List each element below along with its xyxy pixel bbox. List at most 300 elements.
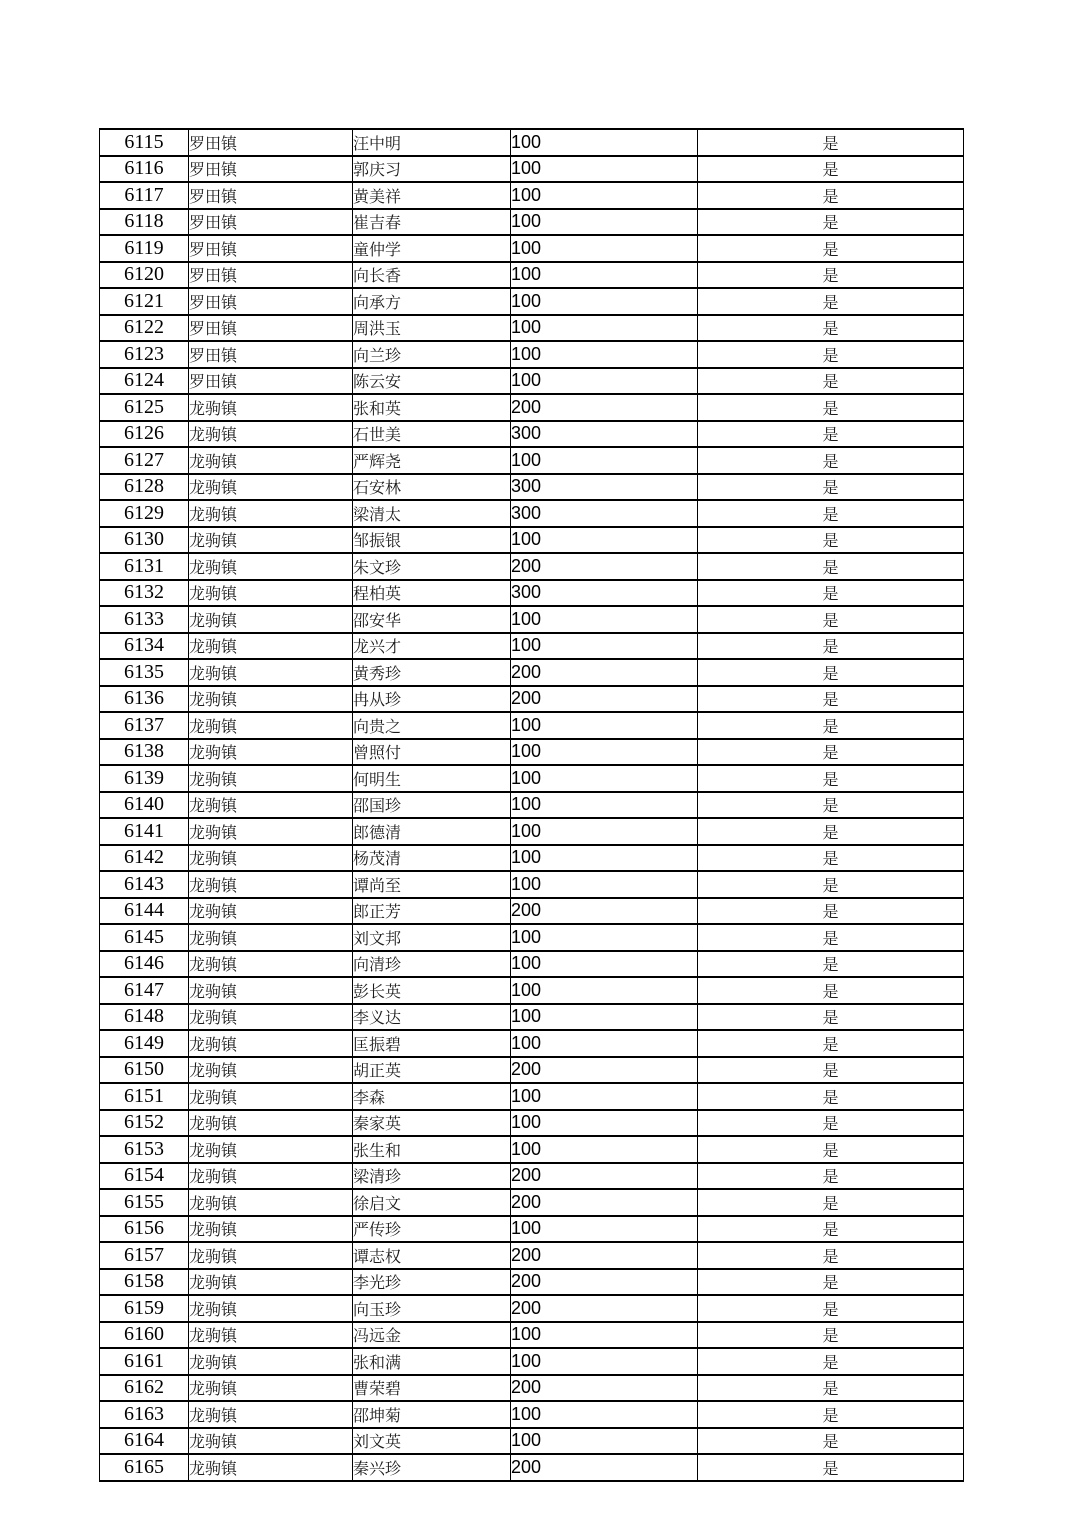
- cell-amount: 100: [511, 235, 698, 262]
- cell-record-number: 6147: [100, 977, 189, 1004]
- cell-town: 龙驹镇: [189, 1269, 353, 1296]
- cell-confirmed: 是: [698, 500, 964, 527]
- cell-record-number: 6122: [100, 315, 189, 342]
- cell-record-number: 6162: [100, 1375, 189, 1402]
- table-row: [100, 686, 964, 713]
- cell-amount: 100: [511, 1136, 698, 1163]
- table-row: [100, 951, 964, 978]
- cell-amount: 100: [511, 1110, 698, 1137]
- cell-confirmed: 是: [698, 1004, 964, 1031]
- cell-record-number: 6140: [100, 792, 189, 819]
- table-row: [100, 1454, 964, 1481]
- cell-confirmed: 是: [698, 1295, 964, 1322]
- cell-town: 罗田镇: [189, 262, 353, 289]
- cell-person-name: 李光珍: [353, 1269, 511, 1296]
- cell-confirmed: 是: [698, 951, 964, 978]
- cell-town: 罗田镇: [189, 315, 353, 342]
- cell-record-number: 6136: [100, 686, 189, 713]
- cell-person-name: 黄秀珍: [353, 659, 511, 686]
- cell-amount: 100: [511, 209, 698, 236]
- table-row: [100, 606, 964, 633]
- cell-confirmed: 是: [698, 447, 964, 474]
- cell-amount: 300: [511, 500, 698, 527]
- cell-record-number: 6120: [100, 262, 189, 289]
- cell-record-number: 6129: [100, 500, 189, 527]
- cell-town: 龙驹镇: [189, 1004, 353, 1031]
- cell-confirmed: 是: [698, 288, 964, 315]
- cell-town: 罗田镇: [189, 182, 353, 209]
- cell-record-number: 6153: [100, 1136, 189, 1163]
- cell-town: 龙驹镇: [189, 792, 353, 819]
- cell-amount: 200: [511, 659, 698, 686]
- table-row: [100, 1295, 964, 1322]
- cell-amount: 100: [511, 315, 698, 342]
- cell-record-number: 6161: [100, 1348, 189, 1375]
- cell-confirmed: 是: [698, 368, 964, 395]
- table-row: [100, 129, 964, 156]
- table-row: [100, 527, 964, 554]
- cell-amount: 100: [511, 712, 698, 739]
- cell-amount: 100: [511, 182, 698, 209]
- cell-amount: 200: [511, 1454, 698, 1481]
- cell-confirmed: 是: [698, 474, 964, 501]
- cell-record-number: 6138: [100, 739, 189, 766]
- cell-person-name: 冉从珍: [353, 686, 511, 713]
- cell-record-number: 6118: [100, 209, 189, 236]
- table-row: [100, 262, 964, 289]
- cell-confirmed: 是: [698, 924, 964, 951]
- cell-town: 龙驹镇: [189, 1136, 353, 1163]
- cell-record-number: 6127: [100, 447, 189, 474]
- cell-record-number: 6119: [100, 235, 189, 262]
- cell-record-number: 6143: [100, 871, 189, 898]
- table-row: [100, 1083, 964, 1110]
- table-row: [100, 1136, 964, 1163]
- cell-record-number: 6135: [100, 659, 189, 686]
- table-row: [100, 474, 964, 501]
- cell-amount: 100: [511, 1428, 698, 1455]
- table-row: [100, 712, 964, 739]
- cell-amount: 200: [511, 1295, 698, 1322]
- table-row: [100, 1030, 964, 1057]
- cell-confirmed: 是: [698, 209, 964, 236]
- cell-amount: 100: [511, 871, 698, 898]
- cell-record-number: 6152: [100, 1110, 189, 1137]
- cell-person-name: 严传珍: [353, 1216, 511, 1243]
- table-row: [100, 156, 964, 183]
- table-row: [100, 1110, 964, 1137]
- cell-person-name: 郭庆习: [353, 156, 511, 183]
- cell-confirmed: 是: [698, 792, 964, 819]
- cell-person-name: 曾照付: [353, 739, 511, 766]
- cell-town: 罗田镇: [189, 156, 353, 183]
- cell-amount: 100: [511, 1030, 698, 1057]
- cell-record-number: 6164: [100, 1428, 189, 1455]
- records-tbody: [100, 129, 964, 1481]
- cell-confirmed: 是: [698, 686, 964, 713]
- cell-amount: 100: [511, 156, 698, 183]
- cell-confirmed: 是: [698, 1428, 964, 1455]
- table-row: [100, 288, 964, 315]
- cell-record-number: 6134: [100, 633, 189, 660]
- cell-town: 龙驹镇: [189, 633, 353, 660]
- cell-confirmed: 是: [698, 1057, 964, 1084]
- table-row: [100, 341, 964, 368]
- cell-record-number: 6149: [100, 1030, 189, 1057]
- cell-town: 龙驹镇: [189, 553, 353, 580]
- cell-amount: 100: [511, 341, 698, 368]
- cell-record-number: 6165: [100, 1454, 189, 1481]
- cell-confirmed: 是: [698, 659, 964, 686]
- cell-record-number: 6148: [100, 1004, 189, 1031]
- cell-person-name: 石安林: [353, 474, 511, 501]
- cell-record-number: 6142: [100, 845, 189, 872]
- cell-town: 罗田镇: [189, 288, 353, 315]
- table-row: [100, 1189, 964, 1216]
- cell-town: 龙驹镇: [189, 1163, 353, 1190]
- cell-amount: 200: [511, 898, 698, 925]
- cell-person-name: 曹荣碧: [353, 1375, 511, 1402]
- cell-person-name: 石世美: [353, 421, 511, 448]
- cell-confirmed: 是: [698, 1375, 964, 1402]
- cell-amount: 100: [511, 633, 698, 660]
- cell-record-number: 6156: [100, 1216, 189, 1243]
- table-row: [100, 1269, 964, 1296]
- cell-town: 龙驹镇: [189, 474, 353, 501]
- cell-town: 罗田镇: [189, 129, 353, 156]
- cell-confirmed: 是: [698, 235, 964, 262]
- cell-confirmed: 是: [698, 129, 964, 156]
- cell-record-number: 6137: [100, 712, 189, 739]
- cell-person-name: 向承方: [353, 288, 511, 315]
- cell-record-number: 6126: [100, 421, 189, 448]
- table-row: [100, 553, 964, 580]
- cell-town: 龙驹镇: [189, 580, 353, 607]
- table-row: [100, 1163, 964, 1190]
- cell-amount: 100: [511, 1083, 698, 1110]
- cell-person-name: 向兰珍: [353, 341, 511, 368]
- cell-amount: 200: [511, 1375, 698, 1402]
- cell-amount: 100: [511, 845, 698, 872]
- cell-amount: 100: [511, 606, 698, 633]
- cell-record-number: 6144: [100, 898, 189, 925]
- cell-town: 龙驹镇: [189, 1030, 353, 1057]
- cell-amount: 100: [511, 1322, 698, 1349]
- cell-confirmed: 是: [698, 1216, 964, 1243]
- cell-town: 龙驹镇: [189, 527, 353, 554]
- cell-town: 龙驹镇: [189, 977, 353, 1004]
- cell-amount: 200: [511, 686, 698, 713]
- cell-record-number: 6151: [100, 1083, 189, 1110]
- cell-person-name: 徐启文: [353, 1189, 511, 1216]
- cell-town: 龙驹镇: [189, 1057, 353, 1084]
- cell-amount: 100: [511, 1401, 698, 1428]
- cell-confirmed: 是: [698, 156, 964, 183]
- cell-person-name: 童仲学: [353, 235, 511, 262]
- cell-person-name: 向清珍: [353, 951, 511, 978]
- cell-person-name: 梁清太: [353, 500, 511, 527]
- cell-town: 龙驹镇: [189, 659, 353, 686]
- cell-amount: 100: [511, 977, 698, 1004]
- cell-town: 罗田镇: [189, 341, 353, 368]
- table-row: [100, 315, 964, 342]
- cell-person-name: 黄美祥: [353, 182, 511, 209]
- cell-record-number: 6124: [100, 368, 189, 395]
- cell-record-number: 6128: [100, 474, 189, 501]
- cell-person-name: 严辉尧: [353, 447, 511, 474]
- cell-person-name: 匡振碧: [353, 1030, 511, 1057]
- cell-amount: 100: [511, 368, 698, 395]
- cell-confirmed: 是: [698, 765, 964, 792]
- cell-person-name: 刘文邦: [353, 924, 511, 951]
- cell-confirmed: 是: [698, 553, 964, 580]
- cell-amount: 200: [511, 1269, 698, 1296]
- table-row: [100, 845, 964, 872]
- cell-person-name: 谭尚至: [353, 871, 511, 898]
- table-row: [100, 818, 964, 845]
- cell-confirmed: 是: [698, 818, 964, 845]
- cell-town: 龙驹镇: [189, 394, 353, 421]
- table-row: [100, 739, 964, 766]
- cell-town: 龙驹镇: [189, 712, 353, 739]
- table-row: [100, 659, 964, 686]
- cell-confirmed: 是: [698, 712, 964, 739]
- table-row: [100, 394, 964, 421]
- cell-person-name: 秦家英: [353, 1110, 511, 1137]
- cell-town: 龙驹镇: [189, 1348, 353, 1375]
- cell-record-number: 6117: [100, 182, 189, 209]
- cell-record-number: 6125: [100, 394, 189, 421]
- cell-confirmed: 是: [698, 977, 964, 1004]
- table-row: [100, 1242, 964, 1269]
- cell-confirmed: 是: [698, 845, 964, 872]
- cell-record-number: 6160: [100, 1322, 189, 1349]
- cell-confirmed: 是: [698, 394, 964, 421]
- table-row: [100, 235, 964, 262]
- cell-confirmed: 是: [698, 421, 964, 448]
- cell-record-number: 6146: [100, 951, 189, 978]
- cell-confirmed: 是: [698, 606, 964, 633]
- cell-confirmed: 是: [698, 262, 964, 289]
- cell-amount: 100: [511, 765, 698, 792]
- table-row: [100, 792, 964, 819]
- cell-confirmed: 是: [698, 1110, 964, 1137]
- cell-amount: 100: [511, 739, 698, 766]
- cell-town: 龙驹镇: [189, 845, 353, 872]
- cell-person-name: 邵坤菊: [353, 1401, 511, 1428]
- cell-town: 龙驹镇: [189, 924, 353, 951]
- cell-amount: 300: [511, 474, 698, 501]
- cell-person-name: 向玉珍: [353, 1295, 511, 1322]
- cell-person-name: 朱文珍: [353, 553, 511, 580]
- cell-record-number: 6130: [100, 527, 189, 554]
- cell-amount: 100: [511, 262, 698, 289]
- cell-amount: 100: [511, 924, 698, 951]
- cell-confirmed: 是: [698, 1083, 964, 1110]
- cell-amount: 100: [511, 447, 698, 474]
- cell-person-name: 胡正英: [353, 1057, 511, 1084]
- table-row: [100, 1375, 964, 1402]
- cell-confirmed: 是: [698, 315, 964, 342]
- table-row: [100, 182, 964, 209]
- cell-town: 龙驹镇: [189, 1401, 353, 1428]
- table-row: [100, 1216, 964, 1243]
- cell-confirmed: 是: [698, 1242, 964, 1269]
- cell-amount: 300: [511, 421, 698, 448]
- cell-town: 龙驹镇: [189, 818, 353, 845]
- cell-record-number: 6131: [100, 553, 189, 580]
- cell-person-name: 刘文英: [353, 1428, 511, 1455]
- cell-record-number: 6159: [100, 1295, 189, 1322]
- table-row: [100, 447, 964, 474]
- cell-person-name: 郎德清: [353, 818, 511, 845]
- cell-amount: 100: [511, 792, 698, 819]
- cell-person-name: 邵安华: [353, 606, 511, 633]
- table-row: [100, 1428, 964, 1455]
- cell-confirmed: 是: [698, 527, 964, 554]
- table-row: [100, 898, 964, 925]
- cell-confirmed: 是: [698, 898, 964, 925]
- cell-town: 龙驹镇: [189, 500, 353, 527]
- cell-amount: 100: [511, 1348, 698, 1375]
- cell-person-name: 陈云安: [353, 368, 511, 395]
- cell-town: 龙驹镇: [189, 1189, 353, 1216]
- cell-person-name: 张和英: [353, 394, 511, 421]
- cell-person-name: 彭长英: [353, 977, 511, 1004]
- cell-confirmed: 是: [698, 739, 964, 766]
- cell-record-number: 6154: [100, 1163, 189, 1190]
- cell-town: 龙驹镇: [189, 1454, 353, 1481]
- cell-confirmed: 是: [698, 1269, 964, 1296]
- table-row: [100, 1322, 964, 1349]
- cell-person-name: 程柏英: [353, 580, 511, 607]
- cell-record-number: 6121: [100, 288, 189, 315]
- cell-confirmed: 是: [698, 1030, 964, 1057]
- table-row: [100, 1057, 964, 1084]
- cell-confirmed: 是: [698, 1401, 964, 1428]
- cell-town: 龙驹镇: [189, 898, 353, 925]
- cell-person-name: 张生和: [353, 1136, 511, 1163]
- cell-amount: 100: [511, 1216, 698, 1243]
- records-table: [99, 128, 964, 1482]
- cell-amount: 200: [511, 1163, 698, 1190]
- table-row: [100, 209, 964, 236]
- cell-person-name: 龙兴才: [353, 633, 511, 660]
- cell-amount: 200: [511, 553, 698, 580]
- cell-confirmed: 是: [698, 1136, 964, 1163]
- cell-person-name: 谭志权: [353, 1242, 511, 1269]
- cell-person-name: 邵国珍: [353, 792, 511, 819]
- cell-amount: 300: [511, 580, 698, 607]
- cell-town: 龙驹镇: [189, 1242, 353, 1269]
- cell-person-name: 郎正芳: [353, 898, 511, 925]
- cell-record-number: 6123: [100, 341, 189, 368]
- table-row: [100, 1004, 964, 1031]
- cell-person-name: 向长香: [353, 262, 511, 289]
- cell-amount: 100: [511, 818, 698, 845]
- cell-person-name: 邹振银: [353, 527, 511, 554]
- cell-record-number: 6116: [100, 156, 189, 183]
- cell-town: 龙驹镇: [189, 1428, 353, 1455]
- cell-confirmed: 是: [698, 182, 964, 209]
- cell-confirmed: 是: [698, 580, 964, 607]
- cell-amount: 100: [511, 288, 698, 315]
- cell-person-name: 李森: [353, 1083, 511, 1110]
- cell-confirmed: 是: [698, 871, 964, 898]
- table-row: [100, 924, 964, 951]
- table-row: [100, 977, 964, 1004]
- table-row: [100, 500, 964, 527]
- table-row: [100, 368, 964, 395]
- cell-person-name: 冯远金: [353, 1322, 511, 1349]
- table-row: [100, 765, 964, 792]
- cell-amount: 200: [511, 1189, 698, 1216]
- cell-town: 龙驹镇: [189, 1322, 353, 1349]
- cell-confirmed: 是: [698, 1189, 964, 1216]
- cell-town: 龙驹镇: [189, 686, 353, 713]
- cell-amount: 100: [511, 527, 698, 554]
- cell-record-number: 6157: [100, 1242, 189, 1269]
- cell-town: 龙驹镇: [189, 739, 353, 766]
- cell-person-name: 杨茂清: [353, 845, 511, 872]
- cell-confirmed: 是: [698, 1348, 964, 1375]
- cell-amount: 200: [511, 1242, 698, 1269]
- cell-amount: 200: [511, 394, 698, 421]
- cell-town: 龙驹镇: [189, 1216, 353, 1243]
- cell-person-name: 向贵之: [353, 712, 511, 739]
- table-row: [100, 1348, 964, 1375]
- cell-person-name: 梁清珍: [353, 1163, 511, 1190]
- cell-amount: 100: [511, 951, 698, 978]
- cell-town: 罗田镇: [189, 235, 353, 262]
- cell-town: 龙驹镇: [189, 765, 353, 792]
- table-row: [100, 580, 964, 607]
- cell-town: 龙驹镇: [189, 1295, 353, 1322]
- cell-record-number: 6145: [100, 924, 189, 951]
- table-row: [100, 871, 964, 898]
- cell-record-number: 6150: [100, 1057, 189, 1084]
- cell-town: 龙驹镇: [189, 951, 353, 978]
- cell-town: 龙驹镇: [189, 1110, 353, 1137]
- cell-town: 龙驹镇: [189, 871, 353, 898]
- cell-town: 龙驹镇: [189, 1375, 353, 1402]
- cell-town: 龙驹镇: [189, 606, 353, 633]
- cell-person-name: 周洪玉: [353, 315, 511, 342]
- cell-person-name: 汪中明: [353, 129, 511, 156]
- cell-town: 龙驹镇: [189, 447, 353, 474]
- cell-town: 龙驹镇: [189, 421, 353, 448]
- cell-town: 罗田镇: [189, 209, 353, 236]
- cell-record-number: 6115: [100, 129, 189, 156]
- cell-record-number: 6141: [100, 818, 189, 845]
- table-row: [100, 1401, 964, 1428]
- cell-town: 罗田镇: [189, 368, 353, 395]
- cell-confirmed: 是: [698, 1322, 964, 1349]
- cell-record-number: 6139: [100, 765, 189, 792]
- cell-amount: 100: [511, 129, 698, 156]
- table-row: [100, 633, 964, 660]
- cell-confirmed: 是: [698, 633, 964, 660]
- cell-record-number: 6163: [100, 1401, 189, 1428]
- cell-record-number: 6155: [100, 1189, 189, 1216]
- cell-amount: 100: [511, 1004, 698, 1031]
- cell-confirmed: 是: [698, 341, 964, 368]
- cell-record-number: 6132: [100, 580, 189, 607]
- cell-amount: 200: [511, 1057, 698, 1084]
- cell-person-name: 何明生: [353, 765, 511, 792]
- cell-confirmed: 是: [698, 1163, 964, 1190]
- cell-person-name: 张和满: [353, 1348, 511, 1375]
